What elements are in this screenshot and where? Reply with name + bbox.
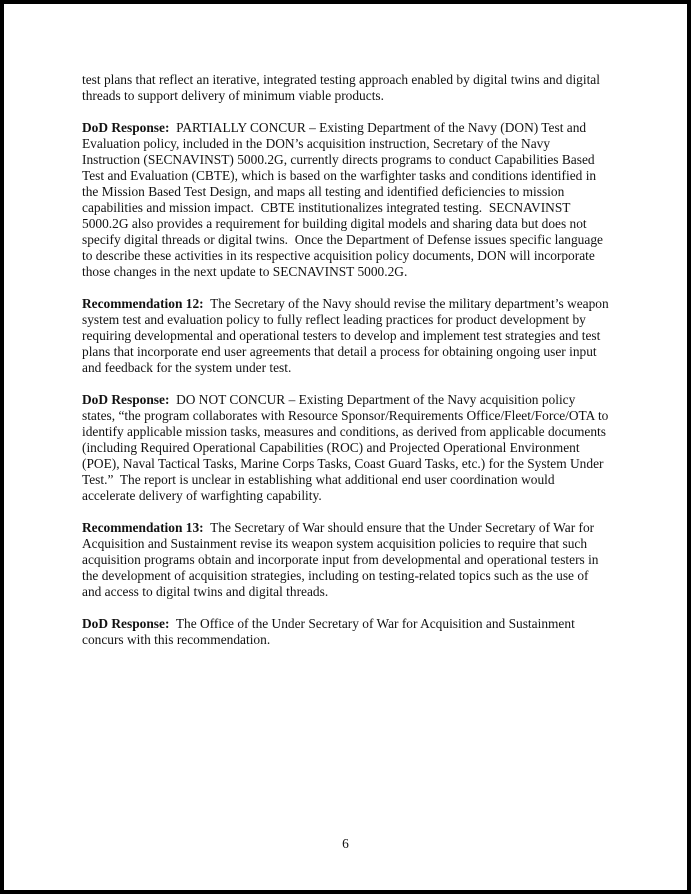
- page-number: 6: [342, 836, 349, 851]
- paragraph-text: PARTIALLY CONCUR – Existing Department of the Navy (DON) Test and Evaluation policy, included in the DON’s acquisition instruction, Secretary of the Navy Instruction (SECNAVINST) 5000.2G, currently directs programs to conduct Capabilities Based Test and Evaluation (CBTE), which is based on the warfighter tasks and conditions identified in the Mission Based Test Design, and maps all testing and identified deficiencies to mission capabilities and mission impact. CBTE institutionalizes integrated testing. SECNAVINST 5000.2G also provides a requirement for building digital models and sharing data but does not specify digital threads or digital twins. Once the Department of Defense issues specific language to describe these activities in its respective acquisition policy documents, DON will incorporate those changes in the next update to SECNAVINST 5000.2G.: [82, 120, 607, 279]
- paragraph-text: The Office of the Under Secretary of War for Acquisition and Sustainment concurs with this recommendation.: [82, 616, 579, 647]
- paragraph-dod-response-13: [82, 616, 611, 648]
- paragraph-label: Recommendation 12:: [82, 296, 204, 311]
- paragraph-text: The Secretary of the Navy should revise the military department’s weapon system test and evaluation policy to fully reflect leading practices for product development by requiring developmental and operational testers to develop and implement test strategies and test plans that incorporate end user agreements that detail a process for obtaining ongoing user input and feedback for the system under test.: [82, 296, 613, 375]
- paragraph-label: DoD Response:: [82, 120, 170, 135]
- paragraph-label: DoD Response:: [82, 616, 170, 631]
- paragraph-recommendation-13: [82, 520, 611, 600]
- paragraph-dod-response-11: [82, 120, 611, 280]
- paragraph-text: DO NOT CONCUR – Existing Department of the Navy acquisition policy states, “the program collaborates with Resource Sponsor/Requirements Office/Fleet/Force/OTA to identify applicable mission tasks, measures and conditions, as derived from applicable documents (including Required Operational Capabilities (ROC) and Projected Operational Environment (POE), Naval Tactical Tasks, Marine Corps Tasks, Coast Guard Tasks, etc.) for the System Under Test.” The report is unclear in establishing what additional end user coordination would accelerate delivery of warfighting capability.: [82, 392, 612, 503]
- paragraph-label: DoD Response:: [82, 392, 170, 407]
- paragraph-text: The Secretary of War should ensure that the Under Secretary of War for Acquisition and Sustainment revise its weapon system acquisition policies to require that such acquisition programs obtain and incorporate input from developmental and operational testers in the development of acquisition strategies, including on testing-related topics such as the use of and access to digital twins and digital threads.: [82, 520, 602, 599]
- paragraph-dod-response-12: [82, 392, 611, 504]
- document-page: [4, 4, 687, 890]
- paragraph-text: test plans that reflect an iterative, integrated testing approach enabled by digital twins and digital threads to support delivery of minimum viable products.: [82, 72, 604, 103]
- document-body: [82, 72, 611, 664]
- paragraph-label: Recommendation 13:: [82, 520, 204, 535]
- paragraph-continuation: [82, 72, 611, 104]
- paragraph-recommendation-12: [82, 296, 611, 376]
